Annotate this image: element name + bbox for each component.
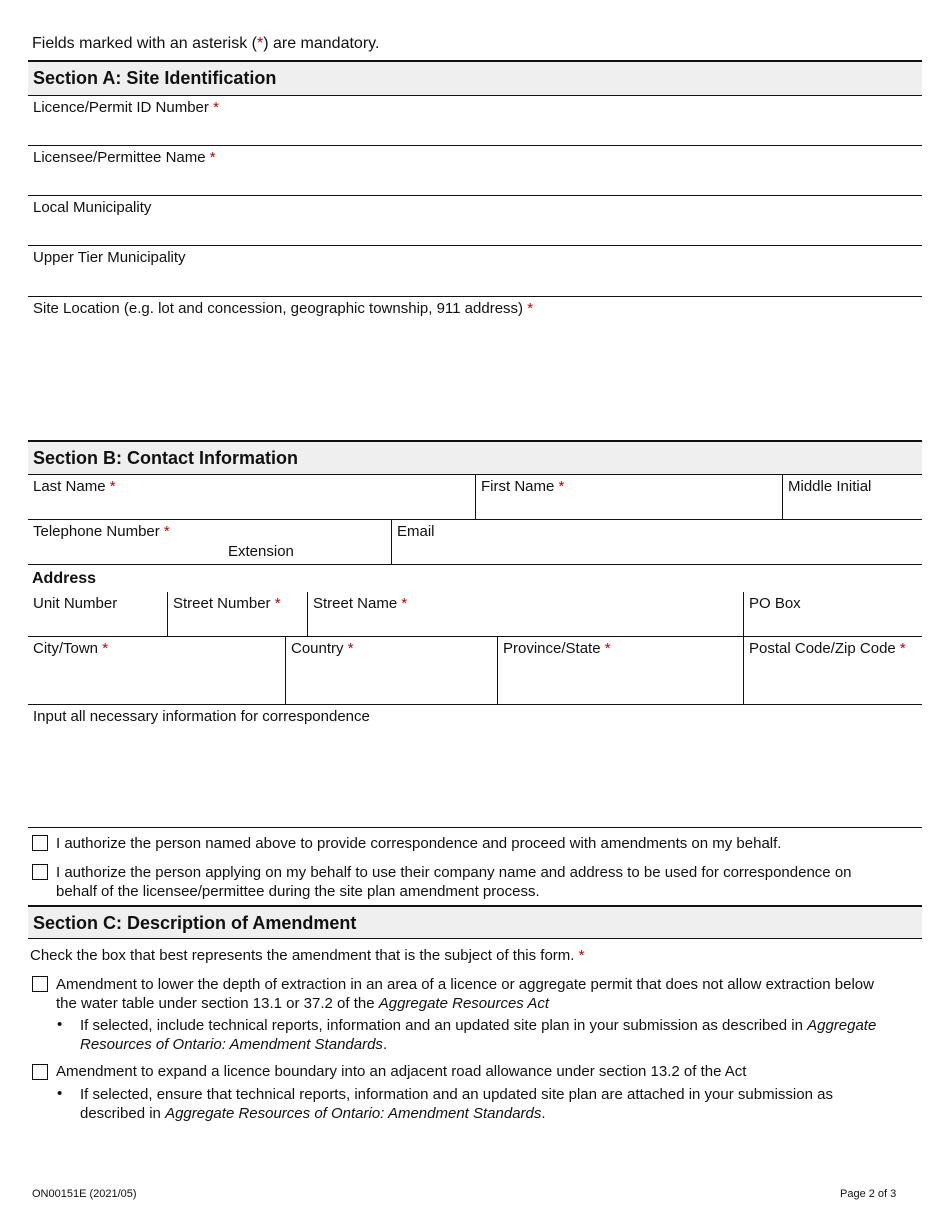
po-box-field[interactable]: PO Box [743,592,922,637]
street-name-field[interactable]: Street Name * [307,592,744,637]
city-town-field[interactable]: City/Town * [28,637,286,705]
page-number: Page 2 of 3 [840,1188,897,1200]
middle-initial-field[interactable]: Middle Initial [782,475,922,520]
telephone-field[interactable]: Telephone Number * Extension [28,520,392,565]
province-state-field[interactable]: Province/State * [497,637,744,705]
licence-id-field[interactable]: Licence/Permit ID Number * [28,96,922,146]
form-id: ON00151E (2021/05) [32,1188,137,1200]
correspondence-field[interactable]: Input all necessary information for correspondence [28,705,922,828]
lower-depth-extraction-note: If selected, include technical reports, information and an updated site plan in your submission as described in Aggregate Resources of Ontario: Amendment Standards. [80,1017,877,1053]
asterisk-mark: * [256,35,264,52]
licensee-name-field[interactable]: Licensee/Permittee Name * [28,146,922,196]
mandatory-note: Fields marked with an asterisk (*) are mandatory. [32,35,380,52]
section-c-header: Section C: Description of Amendment [28,905,922,939]
street-number-field[interactable]: Street Number * [167,592,308,637]
country-field[interactable]: Country * [285,637,498,705]
site-location-field[interactable]: Site Location (e.g. lot and concession, geographic township, 911 address) * [33,300,534,317]
first-name-field[interactable]: First Name * [475,475,783,520]
bullet-icon: • [57,1085,63,1102]
expand-boundary-note: If selected, ensure that technical reports, information and an updated site plan are attached in your submission as described in Aggregate Resources of Ontario: Amendment Standards. [80,1086,833,1122]
local-municipality-field[interactable]: Local Municipality [28,196,922,246]
authorize-company-name-checkbox[interactable] [32,864,48,880]
authorize-company-name-label: I authorize the person applying on my behalf to use their company name and address to be used for correspondence on behalf of the licensee/permittee during the site plan amendment process. [56,864,852,900]
email-field[interactable]: Email [391,520,922,565]
lower-depth-extraction-checkbox[interactable] [32,976,48,992]
authorize-correspondence-checkbox[interactable] [32,835,48,851]
expand-boundary-checkbox[interactable] [32,1064,48,1080]
authorize-correspondence-label: I authorize the person named above to provide correspondence and proceed with amendments on my behalf. [56,835,782,852]
section-b-header: Section B: Contact Information [28,440,922,475]
unit-number-field[interactable]: Unit Number [28,592,168,637]
extension-label: Extension [228,543,294,560]
upper-tier-municipality-field[interactable]: Upper Tier Municipality [28,246,922,297]
bullet-icon: • [57,1016,63,1033]
address-heading: Address [32,570,97,587]
section-a-header: Section A: Site Identification [28,60,922,96]
lower-depth-extraction-label: Amendment to lower the depth of extraction in an area of a licence or aggregate permit that does not allow extraction below the water table under section 13.1 or 37.2 of the Aggregate Resources Act [56,976,874,1012]
expand-boundary-label: Amendment to expand a licence boundary into an adjacent road allowance under section 13.2 of the Act [56,1063,747,1080]
postal-code-field[interactable]: Postal Code/Zip Code * [743,637,922,705]
last-name-field[interactable]: Last Name * [28,475,475,520]
amendment-instruction: Check the box that best represents the amendment that is the subject of this form. * [30,947,585,964]
